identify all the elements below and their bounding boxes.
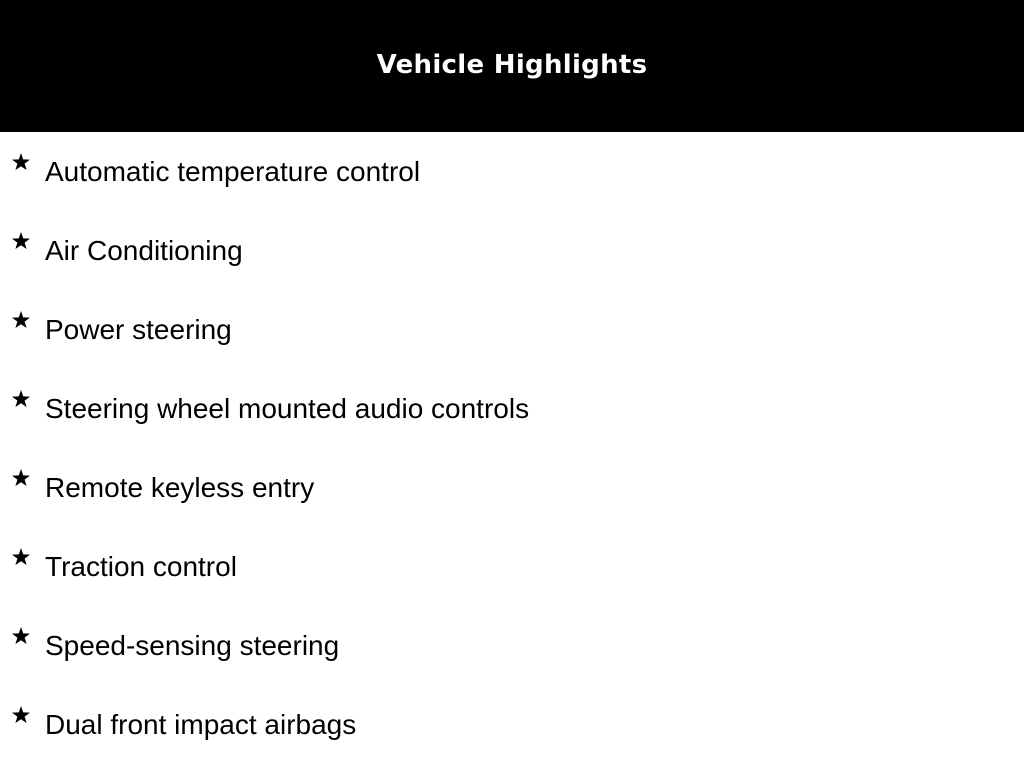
star-icon bbox=[11, 389, 31, 409]
page-title: Vehicle Highlights bbox=[376, 49, 648, 80]
header-banner bbox=[0, 0, 1024, 132]
star-icon bbox=[11, 547, 31, 567]
list-item bbox=[0, 547, 1024, 587]
star-icon bbox=[11, 468, 31, 488]
star-icon bbox=[11, 310, 31, 330]
list-item-label: Speed-sensing steering bbox=[45, 630, 340, 661]
list-item-label: Steering wheel mounted audio controls bbox=[45, 393, 530, 424]
list-item bbox=[0, 389, 1024, 429]
star-icon bbox=[11, 705, 31, 725]
star-icon bbox=[11, 626, 31, 646]
list-item bbox=[0, 468, 1024, 508]
list-item-label: Air Conditioning bbox=[45, 235, 243, 266]
list-item bbox=[0, 310, 1024, 350]
list-item-label: Automatic temperature control bbox=[45, 156, 421, 187]
list-item bbox=[0, 705, 1024, 745]
list-item-label: Remote keyless entry bbox=[45, 472, 315, 503]
list-item bbox=[0, 626, 1024, 666]
list-item bbox=[0, 231, 1024, 271]
star-icon bbox=[11, 231, 31, 251]
list-item-label: Power steering bbox=[45, 314, 232, 345]
list-item bbox=[0, 152, 1024, 192]
list-item-label: Traction control bbox=[45, 551, 237, 582]
list-item-label: Dual front impact airbags bbox=[45, 709, 357, 740]
star-icon bbox=[11, 152, 31, 172]
